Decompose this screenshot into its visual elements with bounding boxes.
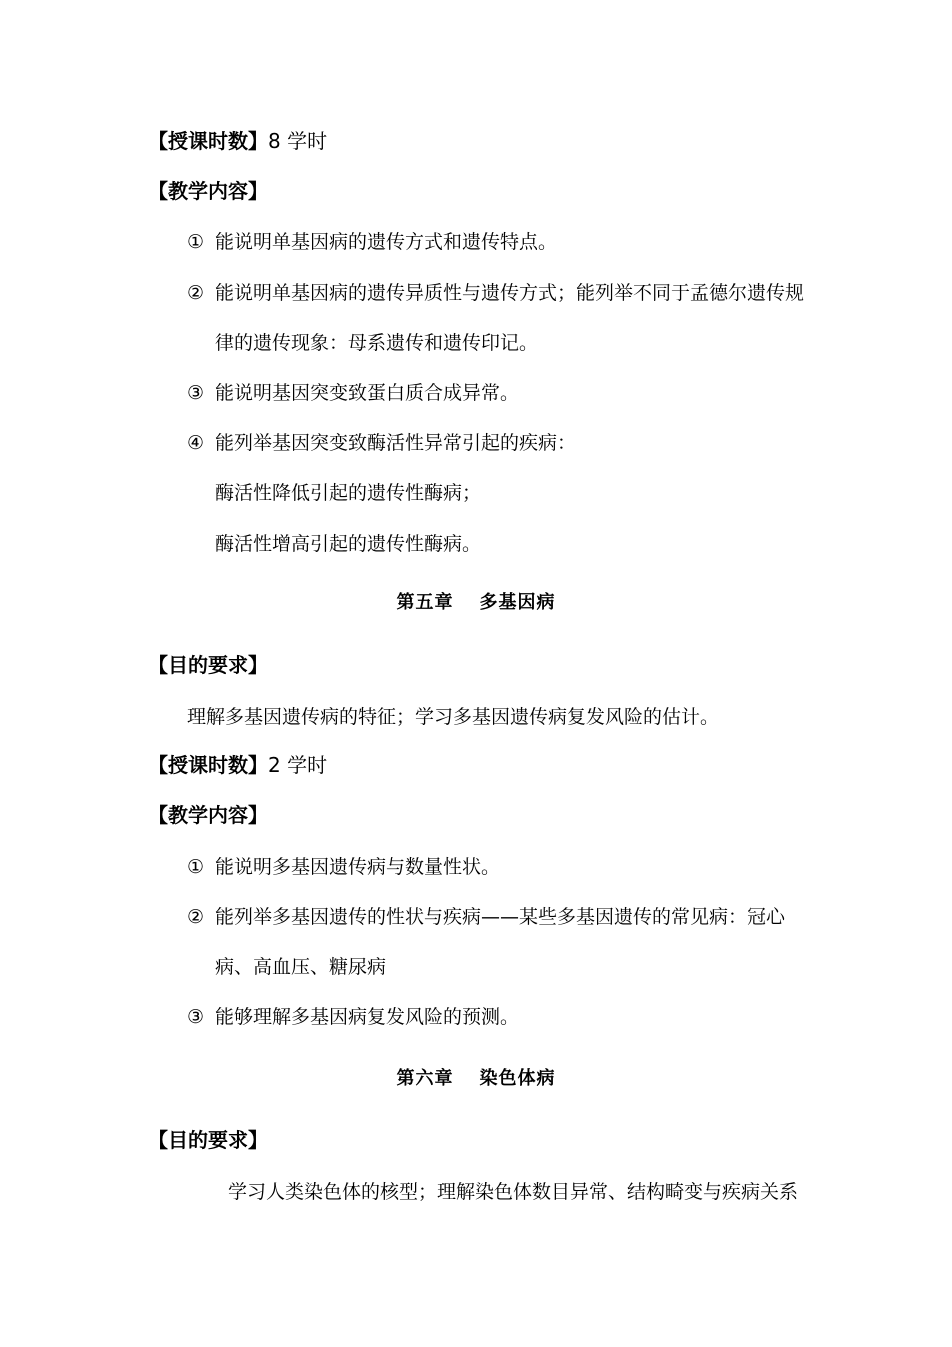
item-continuation: 病、高血压、糖尿病 [215, 956, 387, 978]
item-number: ② [187, 906, 205, 928]
item-number: ① [187, 231, 205, 253]
item-number: ④ [187, 432, 205, 454]
aim-text: 理解多基因遗传病的特征；学习多基因遗传病复发风险的估计。 [187, 706, 720, 728]
item-text: 能说明多基因遗传病与数量性状。 [215, 856, 501, 878]
chapter-title [0, 1067, 952, 1091]
item-text: 能说明基因突变致蛋白质合成异常。 [215, 382, 520, 404]
item-text: 能列举多基因遗传的性状与疾病——某些多基因遗传的常见病：冠心 [215, 906, 786, 928]
chapter-title [0, 591, 952, 615]
list-item [187, 905, 785, 929]
item-number: ① [187, 856, 205, 878]
chapter-name: 多基因病 [479, 592, 556, 613]
item-text: 能说明单基因病的遗传异质性与遗传方式；能列举不同于孟德尔遗传规 [215, 282, 805, 304]
list-item [187, 1005, 519, 1029]
content-heading: 【教学内容】 [148, 179, 268, 203]
list-item [187, 855, 500, 879]
hours-label: 【授课时数】 [148, 129, 268, 153]
sub-item: 酶活性降低引起的遗传性酶病； [215, 482, 482, 504]
chapter-number: 第五章 [396, 592, 454, 613]
item-text: 能列举基因突变致酶活性异常引起的疾病： [215, 432, 577, 454]
list-item [187, 230, 557, 254]
chapter-name: 染色体病 [479, 1068, 556, 1089]
hours-heading [148, 753, 327, 777]
aim-heading: 【目的要求】 [148, 653, 268, 677]
hours-label: 【授课时数】 [148, 753, 268, 777]
list-item [187, 381, 519, 405]
aim-text: 学习人类染色体的核型；理解染色体数目异常、结构畸变与疾病关系 [228, 1181, 799, 1203]
list-item [187, 431, 576, 455]
item-text: 能够理解多基因病复发风险的预测。 [215, 1006, 520, 1028]
hours-value: 8 学时 [268, 129, 328, 153]
item-continuation: 律的遗传现象：母系遗传和遗传印记。 [215, 332, 539, 354]
sub-item: 酶活性增高引起的遗传性酶病。 [215, 533, 482, 555]
item-number: ② [187, 282, 205, 304]
item-number: ③ [187, 382, 205, 404]
content-heading: 【教学内容】 [148, 803, 268, 827]
item-number: ③ [187, 1006, 205, 1028]
aim-heading: 【目的要求】 [148, 1128, 268, 1152]
item-text: 能说明单基因病的遗传方式和遗传特点。 [215, 231, 558, 253]
hours-value: 2 学时 [268, 753, 328, 777]
list-item [187, 281, 804, 305]
chapter-number: 第六章 [396, 1068, 454, 1089]
hours-heading [148, 129, 327, 153]
